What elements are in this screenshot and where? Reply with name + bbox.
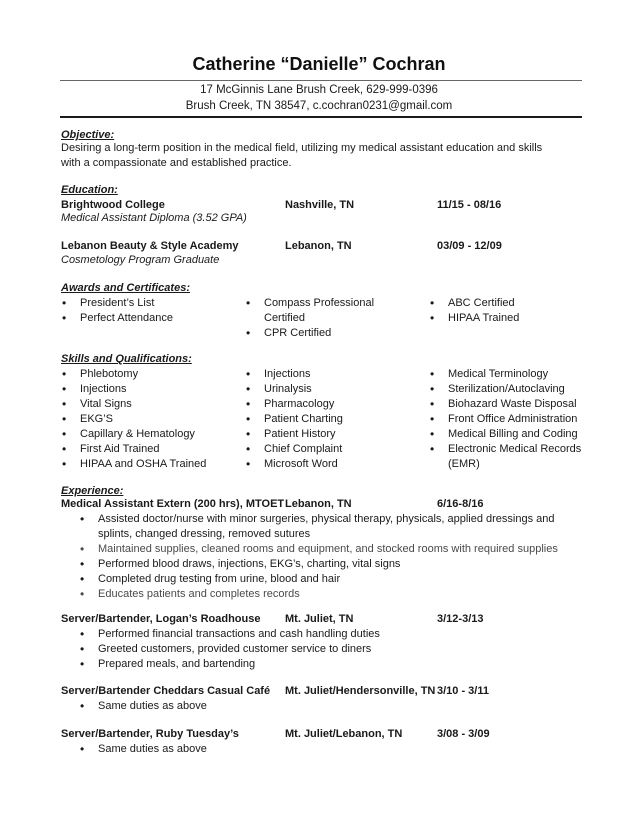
award-item: • ABC Certified [428,296,588,311]
job-title: Server/Bartender, Logan’s Roadhouse [61,613,261,625]
header-divider-thin [60,80,582,81]
skill-item: • Phlebotomy [60,367,240,382]
education-dates: 11/15 - 08/16 [437,199,502,211]
job-location: Mt. Juliet/Lebanon, TN [285,728,403,740]
job-location: Lebanon, TN [285,498,352,510]
skill-item: • Patient History [244,427,414,442]
award-item: • President’s List [60,296,230,311]
skills-list-col2 [244,367,414,472]
award-item: • CPR Certified [244,326,394,341]
job-dates: 3/08 - 3/09 [437,728,490,740]
skills-list-col1 [60,367,240,472]
skills-heading: Skills and Qualifications: [61,353,192,365]
award-item: • Compass Professional Certified [244,296,394,326]
awards-list-col1 [60,296,230,326]
duty-item: • Maintained supplies, cleaned rooms and equipment, and stocked rooms with required supplies [78,542,588,557]
education-school: Brightwood College [61,199,165,211]
skill-item: • EKG’S [60,412,240,427]
skills-list-col3 [428,367,598,472]
skill-item: • Injections [244,367,414,382]
resume-name: Catherine “Danielle” Cochran [192,54,446,74]
award-item: • HIPAA Trained [428,311,588,326]
job-duties [78,512,588,602]
job-duties [78,742,588,757]
skill-item: • Microsoft Word [244,457,414,472]
skill-item: • First Aid Trained [60,442,240,457]
objective-text: Desiring a long-term position in the medical field, utilizing my medical assistant education and skills with a compassionate and established practice. [61,142,543,169]
objective-heading: Objective: [61,129,115,141]
job-title: Medical Assistant Extern (200 hrs), MTOET [61,498,285,510]
skill-item: • Medical Terminology [428,367,598,382]
duty-item: • Educates patients and completes records [78,587,588,602]
contact-address: 17 McGinnis Lane Brush Creek, 629-999-0396 [200,84,438,96]
job-dates: 3/10 - 3/11 [437,685,489,697]
job-location: Mt. Juliet/Hendersonville, TN [285,685,436,697]
contact-city-email: Brush Creek, TN 38547, c.cochran0231@gmail.com [185,100,453,112]
awards-list-col3 [428,296,588,326]
job-location: Mt. Juliet, TN [285,613,354,625]
job-dates: 3/12-3/13 [437,613,484,625]
duty-item: • Same duties as above [78,742,588,757]
duty-item: • Performed blood draws, injections, EKG’s, charting, vital signs [78,557,588,572]
job-title: Server/Bartender, Ruby Tuesday’s [61,728,239,740]
skill-item: • Medical Billing and Coding [428,427,598,442]
duty-item: • Performed financial transactions and cash handling duties [78,627,588,642]
education-location: Nashville, TN [285,199,355,211]
skill-item: • Vital Signs [60,397,240,412]
education-program: Medical Assistant Diploma (3.52 GPA) [61,212,247,224]
education-heading: Education: [61,184,118,196]
job-duties [78,699,588,714]
duty-item: • Same duties as above [78,699,588,714]
education-location: Lebanon, TN [285,240,352,252]
experience-heading: Experience: [61,485,124,497]
skill-item: • Biohazard Waste Disposal [428,397,598,412]
education-dates: 03/09 - 12/09 [437,240,502,252]
duty-item: • Prepared meals, and bartending [78,657,588,672]
skill-item: • Patient Charting [244,412,414,427]
skill-item: • Urinalysis [244,382,414,397]
header-divider-thick [60,116,582,118]
skill-item: • Electronic Medical Records (EMR) [428,442,598,472]
skill-item: • Chief Complaint [244,442,414,457]
duty-item: • Completed drug testing from urine, blood and hair [78,572,588,587]
duty-item: • Assisted doctor/nurse with minor surgeries, physical therapy, physicals, applied dressings and splints, changed dressing, removed sutures [78,512,588,542]
skill-item: • Injections [60,382,240,397]
duty-item: • Greeted customers, provided customer service to diners [78,642,588,657]
awards-heading: Awards and Certificates: [61,282,190,294]
skill-item: • Front Office Administration [428,412,598,427]
job-title: Server/Bartender Cheddars Casual Café [61,685,271,697]
education-school: Lebanon Beauty & Style Academy [61,240,239,252]
education-program: Cosmetology Program Graduate [61,254,220,266]
job-duties [78,627,588,672]
skill-item: • HIPAA and OSHA Trained [60,457,240,472]
skill-item: • Capillary & Hematology [60,427,240,442]
skill-item: • Pharmacology [244,397,414,412]
skill-item: • Sterilization/Autoclaving [428,382,598,397]
job-dates: 6/16-8/16 [437,498,484,510]
award-item: • Perfect Attendance [60,311,230,326]
awards-list-col2 [244,296,394,341]
